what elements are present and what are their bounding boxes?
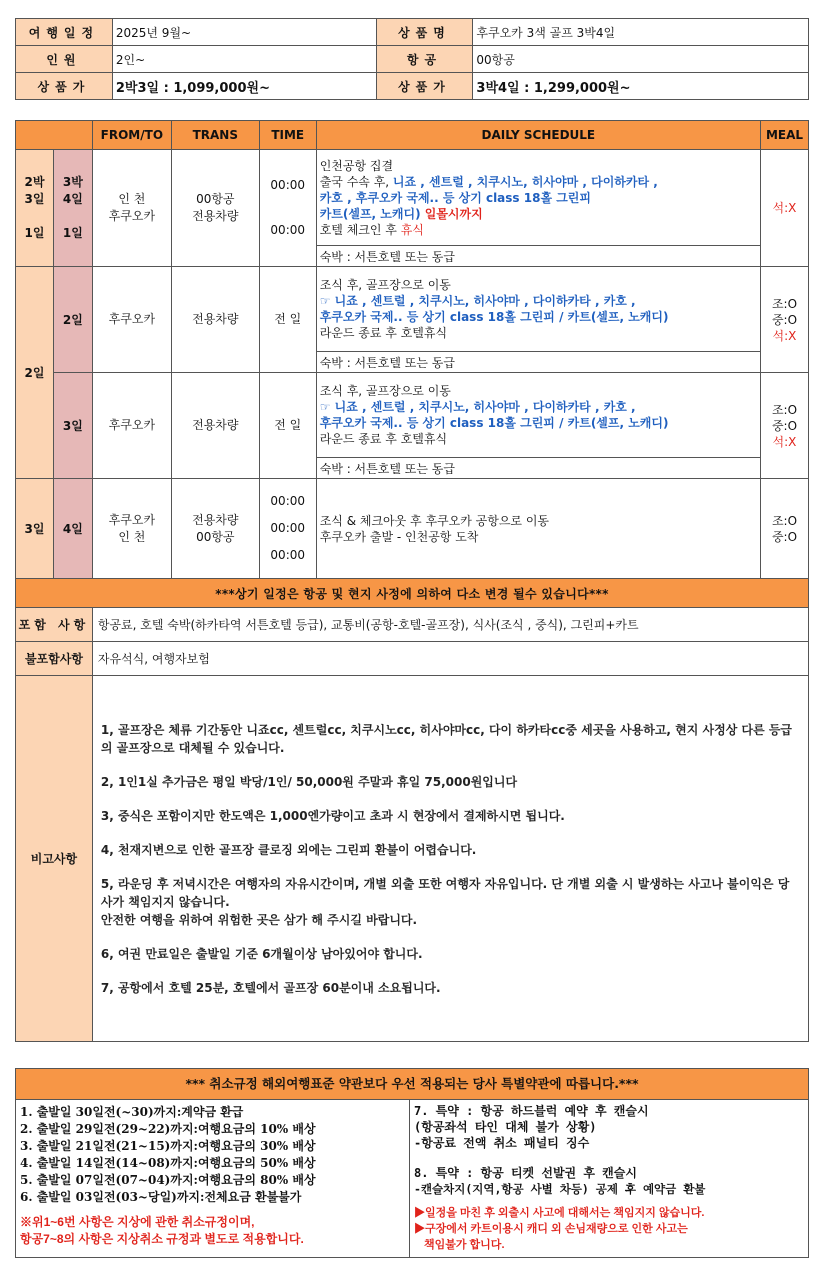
cancel-rule-6: 6. 출발일 03일전(03~당일)까지:전체요금 환불불가 — [20, 1190, 302, 1204]
remark-4: 4, 천재지변으로 인한 골프장 클로징 외에는 그린피 환불이 어렵습니다. — [100, 842, 477, 857]
included-text: 항공료, 호텔 숙박(하카타역 서튼호텔 등급), 교통비(공항-호텔-골프장), 식사(조식 , 중식), 그린피+카트 — [92, 608, 808, 642]
remarks-text — [92, 676, 808, 1042]
day3-line-3: 후쿠오카 국제.. 등 상기 class 18홀 그린피 / 카트(셀프, 노캐디) — [319, 416, 669, 430]
day4-2n3d: 3일 — [16, 479, 54, 579]
day1-time-1: 00:00 — [270, 178, 306, 192]
cancel-special-7-sub: (항공좌석 타인 대체 불가 상황) — [414, 1120, 597, 1134]
day1-2n3d: 2박 3일 1일 — [16, 150, 54, 267]
cancel-right-note-1: ▶일정을 마친 후 외출시 사고에 대해서는 책임지지 않습니다. — [414, 1207, 705, 1219]
day1-3n4d: 3박 4일 1일 — [53, 150, 92, 267]
cancel-right-note — [414, 1205, 804, 1253]
remark-7: 7, 공항에서 호텔 25분, 호텔에서 골프장 60분이내 소요됩니다. — [100, 980, 441, 995]
day4-time-2: 00:00 — [270, 521, 306, 535]
day4-meal — [760, 479, 808, 579]
day3-time: 전 일 — [259, 373, 316, 479]
product-value: 후쿠오카 3색 골프 3박4일 — [473, 19, 809, 46]
remark-6: 6, 여권 만료일은 출발일 기준 6개월이상 남아있어야 합니다. — [100, 946, 423, 961]
cancel-rule-2: 2. 출발일 29일전(29~22)까지:여행요금의 10% 배상 — [20, 1122, 316, 1136]
cancellation-policy — [15, 1068, 809, 1258]
price-label-2: 상품가 — [376, 73, 473, 100]
day2-line-4: 라운드 종료 후 호텔휴식 — [319, 326, 448, 340]
cancel-right-note-2: ▶구장에서 카트이용시 캐디 외 손님재량으로 인한 사고는 — [414, 1223, 688, 1235]
header-from-to: FROM/TO — [92, 121, 171, 150]
day3-line-4: 라운드 종료 후 호텔휴식 — [319, 432, 448, 446]
day1-line-4 — [320, 206, 757, 222]
trip-info-table — [15, 18, 809, 100]
schedule-table — [15, 120, 809, 1042]
day2-3n4d: 2일 — [53, 267, 92, 373]
day1-meal: 석:X — [760, 150, 808, 267]
day2-stay: 숙박 : 서튼호텔 또는 동급 — [316, 352, 760, 373]
day1-line-3: 카호 , 후쿠오카 국제.. 등 상기 class 18홀 그린피 — [319, 190, 591, 205]
day2-from-to: 후쿠오카 — [92, 267, 171, 373]
day1-line-4a: 카트(셀프, 노캐디) — [319, 206, 425, 221]
day3-meal-3: 석:X — [772, 434, 797, 449]
day1-line-5b: 휴식 — [400, 222, 424, 237]
day1-time-2: 00:00 — [270, 223, 306, 237]
airline-label: 항공 — [376, 46, 473, 73]
day4-time-1: 00:00 — [270, 494, 306, 508]
cancel-left-note — [20, 1214, 405, 1248]
header-day — [16, 121, 93, 150]
day4-meal-2: 중:O — [771, 529, 798, 544]
day2-meal-1: 조:O — [771, 296, 798, 311]
cancel-special-8: 8. 특약 : 항공 티켓 선발권 후 캔슬시 — [414, 1166, 637, 1180]
day2-schedule — [316, 267, 760, 352]
remarks-label: 비고사항 — [16, 676, 93, 1042]
day3-schedule — [316, 373, 760, 458]
remark-2: 2, 1인1실 추가금은 평일 박당/1인/ 50,000원 주말과 휴일 75,000원입니다 — [100, 774, 518, 789]
day1-schedule — [316, 150, 760, 246]
excluded-text: 자유석식, 여행자보험 — [92, 642, 808, 676]
cancel-rule-1: 1. 출발일 30일전(~30)까지:계약금 환급 — [20, 1105, 244, 1119]
header-trans: TRANS — [171, 121, 259, 150]
day1-time — [259, 150, 316, 267]
period-label: 여행일정 — [16, 19, 113, 46]
day1-line-2a: 출국 수속 후, — [319, 174, 393, 189]
day4-schedule — [316, 479, 760, 579]
product-label: 상품명 — [376, 19, 473, 46]
cancel-right-note-3: 책임불가 합니다. — [424, 1239, 505, 1251]
day1-line-5a: 호텔 체크인 후 — [319, 222, 401, 237]
day2-meal-3: 석:X — [772, 328, 797, 343]
day1-line-2 — [320, 174, 757, 190]
day2-meal-2: 중:O — [771, 312, 798, 327]
cancel-spacer — [414, 1151, 804, 1165]
cancellation-title: *** 취소규정 해외여행표준 약관보다 우선 적용되는 당사 특별약관에 따릅니다.*** — [16, 1069, 808, 1100]
day3-meal-2: 중:O — [771, 418, 798, 433]
header-time: TIME — [259, 121, 316, 150]
cancel-rule-4: 4. 출발일 14일전(14~08)까지:여행요금의 50% 배상 — [20, 1156, 316, 1170]
day1-from-to: 인 천 후쿠오카 — [92, 150, 171, 267]
day3-meal-1: 조:O — [771, 402, 798, 417]
price-value-2: 3박4일 : 1,299,000원~ — [473, 73, 809, 100]
header-daily-schedule: DAILY SCHEDULE — [316, 121, 760, 150]
day2-line-3: 후쿠오카 국제.. 등 상기 class 18홀 그린피 / 카트(셀프, 노캐디) — [319, 310, 669, 324]
cancel-special-7: 7. 특약 : 항공 하드블럭 예약 후 캔슬시 — [414, 1104, 649, 1118]
day4-line-1: 조식 & 체크아웃 후 후쿠오카 공항으로 이동 — [319, 513, 550, 528]
day3-3n4d: 3일 — [53, 373, 92, 479]
remark-3: 3, 중식은 포함이지만 한도액은 1,000엔가량이고 초과 시 현장에서 결제하시면 됩니다. — [100, 808, 565, 823]
day3-from-to: 후쿠오카 — [92, 373, 171, 479]
cancel-left-note-1: ※위1~6번 사항은 지상에 관한 취소규정이며, — [20, 1215, 255, 1229]
day4-meal-1: 조:O — [771, 513, 798, 528]
remark-5: 5, 라운딩 후 저녁시간은 여행자의 자유시간이며, 개별 외출 또한 여행자 자유입니다. 단 개별 외출 시 발생하는 사고나 불이익은 당사가 책임지지 않습니다. — [100, 876, 790, 909]
cancel-special-7-penalty: -항공료 전액 취소 패널티 징수 — [414, 1136, 590, 1150]
day4-trans: 전용차량 00항공 — [171, 479, 259, 579]
day3-line-2: ☞ 니죠 , 센트럴 , 치쿠시노, 히사야마 , 다이하카타 , 카호 , — [319, 400, 636, 414]
day2-time: 전 일 — [259, 267, 316, 373]
day1-line-2b: 니죠 , 센트럴 , 치쿠시노, 히사야마 , 다이하카타 , — [392, 174, 658, 189]
price-label-1: 상품가 — [16, 73, 113, 100]
day2-trans: 전용차량 — [171, 267, 259, 373]
excluded-label: 불포함사항 — [16, 642, 93, 676]
schedule-change-notice: ***상기 일정은 항공 및 현지 사정에 의하여 다소 변경 될수 있습니다*** — [16, 579, 809, 608]
day4-time — [259, 479, 316, 579]
day1-line-4b: 일몰시까지 — [424, 206, 483, 221]
airline-value: 00항공 — [473, 46, 809, 73]
day2-2n3d: 2일 — [16, 267, 54, 479]
cancel-special-8-refund: -캔슬차지(지역,항공 사별 차등) 공제 후 예약금 환불 — [414, 1182, 706, 1196]
remark-5-safety: 안전한 여행을 위하여 위험한 곳은 삼가 해 주시길 바랍니다. — [100, 912, 418, 927]
day3-stay: 숙박 : 서튼호텔 또는 동급 — [316, 458, 760, 479]
day2-meal — [760, 267, 808, 373]
cancellation-right — [410, 1100, 808, 1257]
day1-line-5 — [320, 222, 757, 238]
day2-line-2: ☞ 니죠 , 센트럴 , 치쿠시노, 히사야마 , 다이하카타 , 카호 , — [319, 294, 636, 308]
cancel-rule-5: 5. 출발일 07일전(07~04)까지:여행요금의 80% 배상 — [20, 1173, 316, 1187]
day1-stay: 숙박 : 서튼호텔 또는 동급 — [316, 246, 760, 267]
day3-trans: 전용차량 — [171, 373, 259, 479]
people-label: 인원 — [16, 46, 113, 73]
day3-line-1: 조식 후, 골프장으로 이동 — [319, 384, 451, 398]
day4-line-2: 후쿠오카 출발 - 인천공항 도착 — [319, 529, 479, 544]
cancel-left-note-2: 항공7~8의 사항은 지상취소 규정과 별도로 적용합니다. — [20, 1232, 304, 1246]
people-value: 2인~ — [112, 46, 376, 73]
price-value-1: 2박3일 : 1,099,000원~ — [112, 73, 376, 100]
day4-time-3: 00:00 — [270, 548, 306, 562]
day3-meal — [760, 373, 808, 479]
remark-1: 1, 골프장은 체류 기간동안 니죠cc, 센트럴cc, 치쿠시노cc, 히사야마cc, 다이 하카타cc중 세곳을 사용하고, 현지 사정상 다른 등급의 골프장으로 대체될 수 있습니다. — [100, 722, 793, 755]
cancel-rule-3: 3. 출발일 21일전(21~15)까지:여행요금의 30% 배상 — [20, 1139, 316, 1153]
period-value: 2025년 9월~ — [112, 19, 376, 46]
header-meal: MEAL — [760, 121, 808, 150]
day4-3n4d: 4일 — [53, 479, 92, 579]
day4-from-to: 후쿠오카 인 천 — [92, 479, 171, 579]
cancellation-left — [16, 1100, 410, 1257]
day2-line-1: 조식 후, 골프장으로 이동 — [319, 278, 451, 292]
included-label: 포함 사항 — [16, 608, 93, 642]
day1-line-1: 인천공항 집결 — [319, 158, 394, 173]
day1-trans: 00항공 전용차량 — [171, 150, 259, 267]
